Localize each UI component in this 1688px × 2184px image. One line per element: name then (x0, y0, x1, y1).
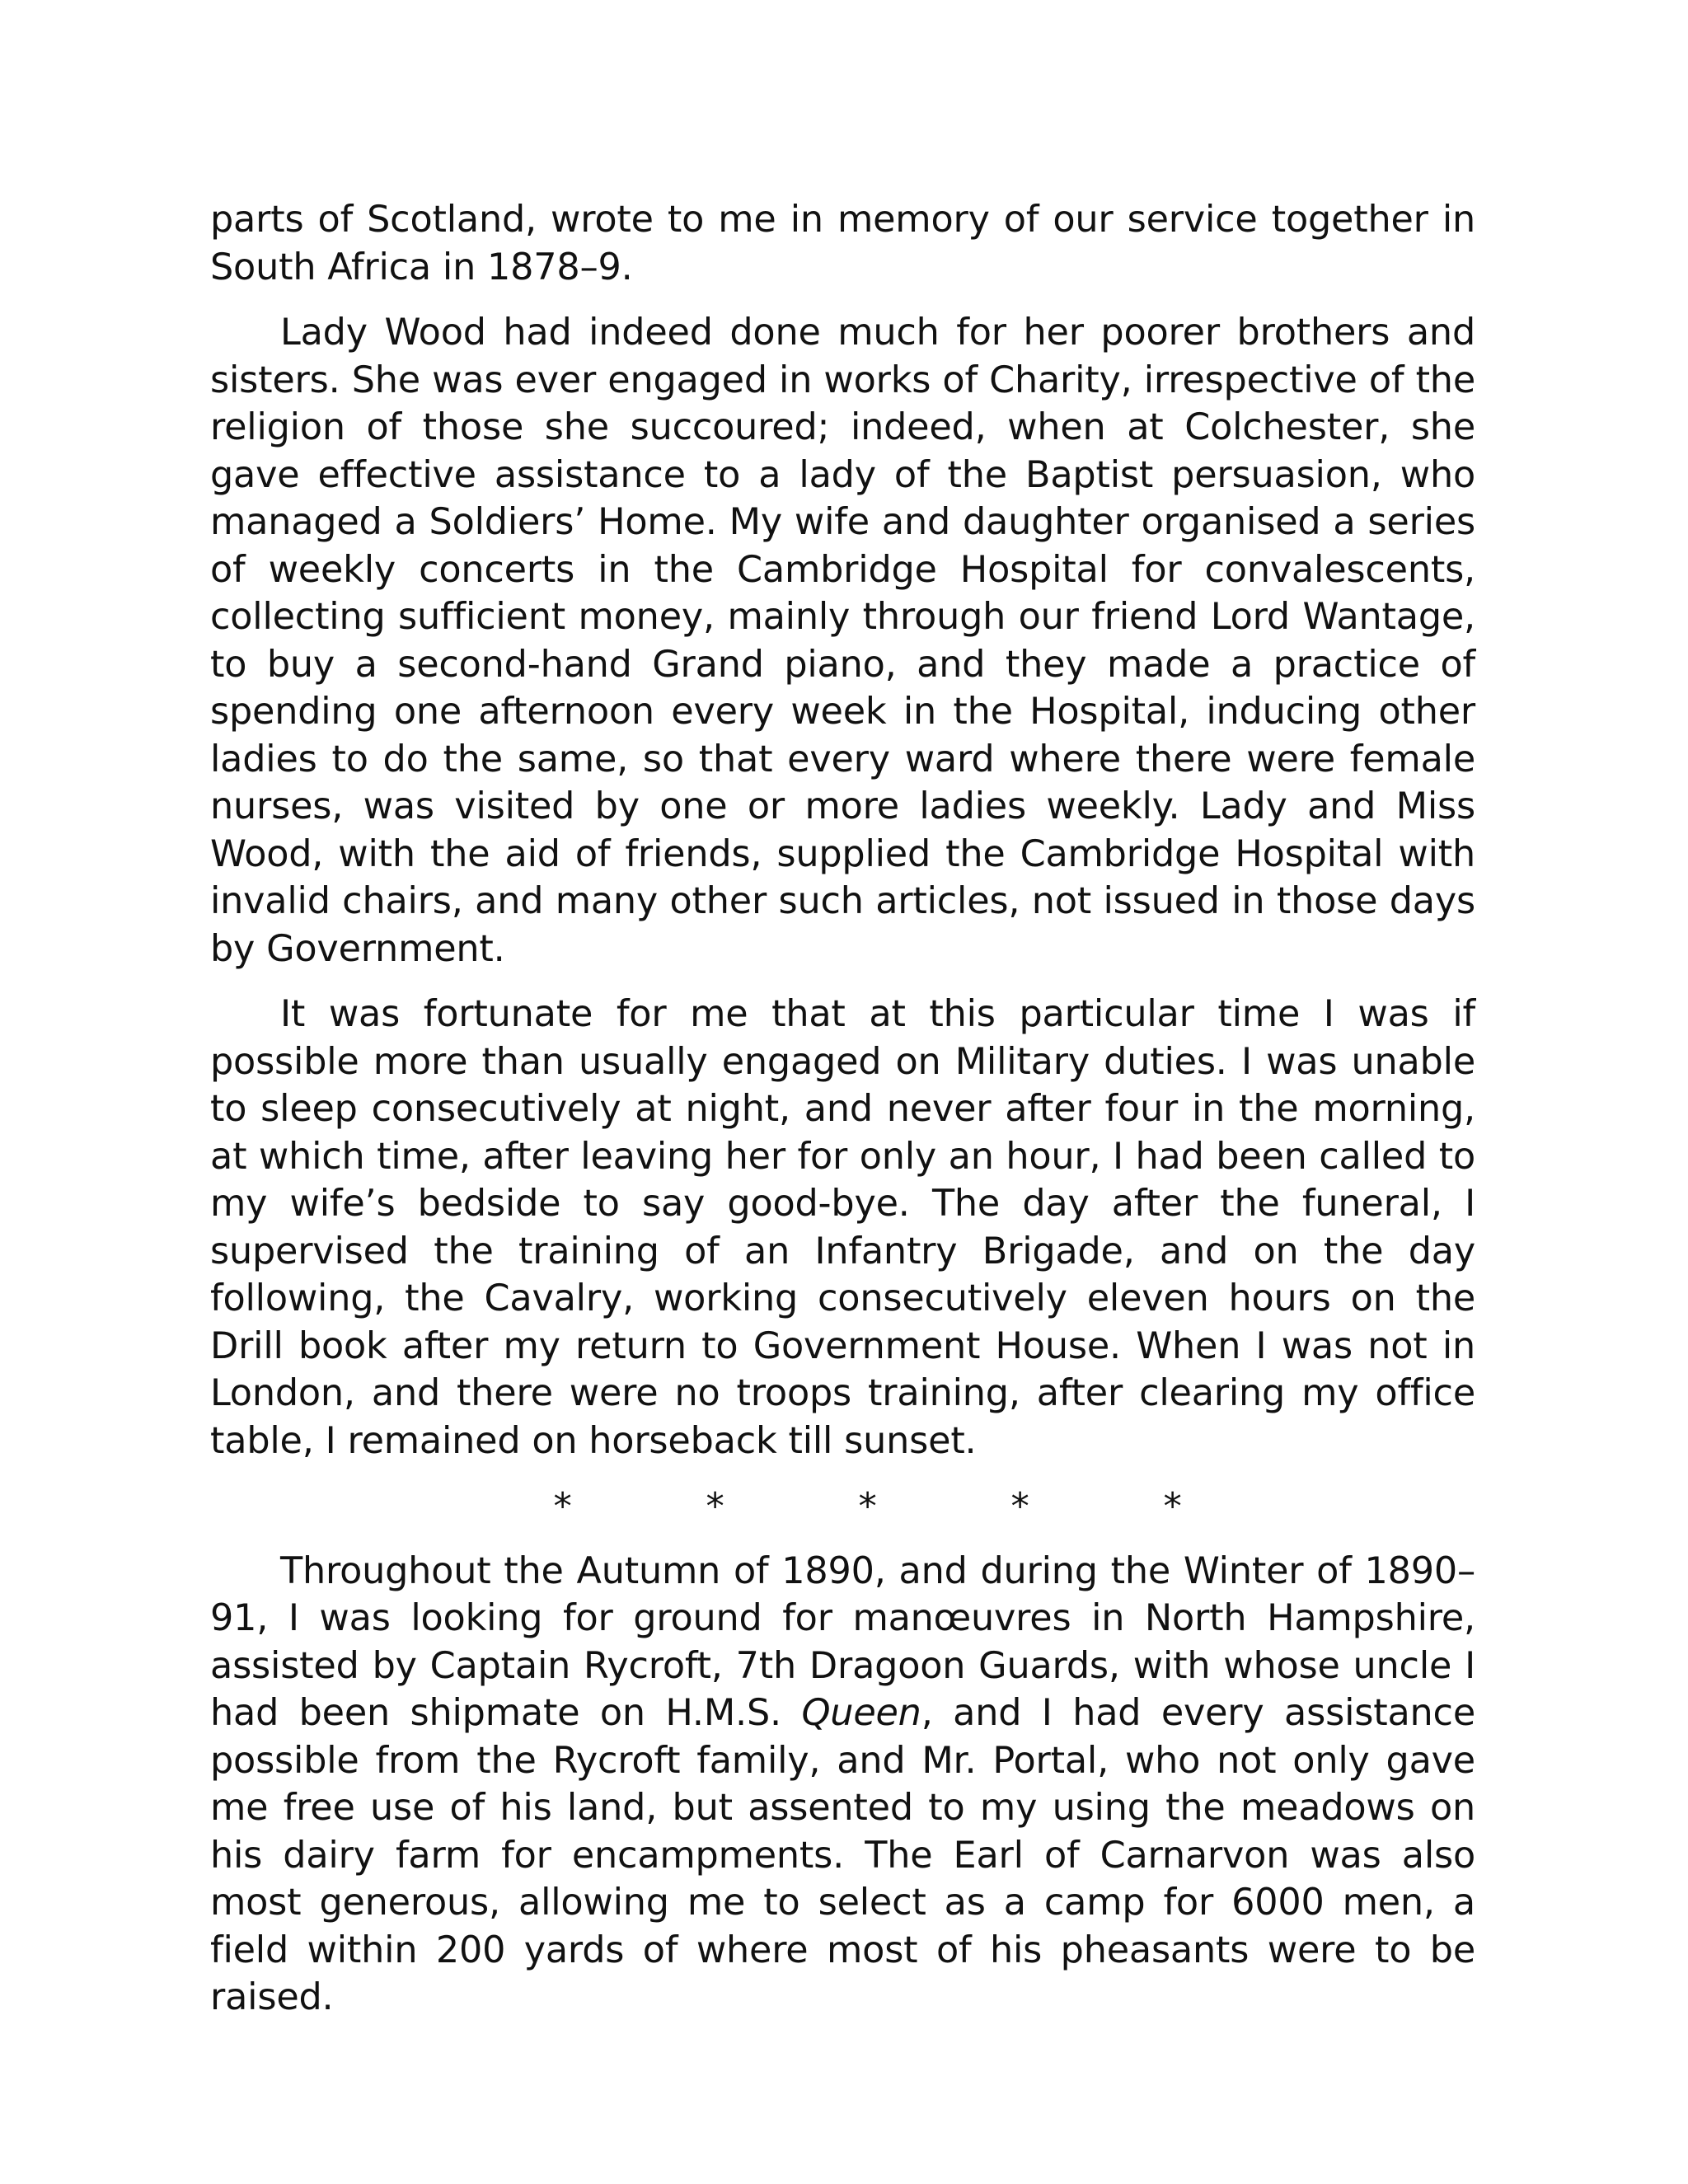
paragraph-manoeuvres (210, 1548, 1475, 2022)
manoeuvres-text-start: Throughout the Autumn of 1890, and during the Winter of 1890–91, I was looking for ground for manœuvres in North Hampshire, assisted by Captain Rycroft, 7th Dragoon Guards, with whose uncle I had been shipmate on H.M.S. (210, 1549, 1475, 1734)
separator-asterisk: * (1010, 1486, 1029, 1528)
separator-asterisk: * (858, 1486, 877, 1528)
separator-asterisk: * (553, 1486, 572, 1528)
manoeuvres-text-end: , and I had every assistance possible from the Rycroft family, and Mr. Portal, who not only gave me free use of his land, but assented to my using the meadows on his dairy farm for encampments. The Earl of Carnarvon was also most generous, allowing me to select as a camp for 6000 men, a field within 200 yards of where most of his pheasants were to be raised. (210, 1692, 1475, 2018)
paragraph-lady-wood: Lady Wood had indeed done much for her poorer brothers and sisters. She was ever engaged in works of Charity, irrespective of the religion of those she succoured; indeed, when at Colchester, she gave effective assistance to a lady of the Baptist persuasion, who managed a Soldiers’ Home. My wife and daughter organised a series of weekly concerts in the Cambridge Hospital for convalescents, collecting sufficient money, mainly through our friend Lord Wantage, to buy a second-hand Grand piano, and they made a practice of spending one afternoon every week in the Hospital, inducing other ladies to do the same, so that every ward where there were female nurses, was visited by one or more ladies weekly. Lady and Miss Wood, with the aid of friends, supplied the Cambridge Hospital with invalid chairs, and many other such articles, not issued in those days by Government. (210, 312, 1475, 970)
ship-name: Queen (801, 1692, 921, 1734)
paragraph-continuation: parts of Scotland, wrote to me in memory of our service together in South Africa in 1878–9. (210, 199, 1475, 288)
section-separator (210, 1483, 1475, 1531)
body-text (210, 196, 1475, 2022)
separator-asterisk: * (706, 1486, 724, 1528)
paragraph-military-duties: It was fortunate for me that at this particular time I was if possible more than usually engaged on Military duties. I was unable to sleep consecutively at night, and never after four in the morning, at which time, after leaving her for only an hour, I had been called to my wife’s bedside to say good-bye. The day after the funeral, I supervised the training of an Infantry Brigade, and on the day following, the Cavalry, working consecutively eleven hours on the Drill book after my return to Government House. When I was not in London, and there were no troops training, after clearing my office table, I remained on horseback till sunset. (210, 993, 1475, 1462)
separator-asterisk: * (1163, 1486, 1182, 1528)
